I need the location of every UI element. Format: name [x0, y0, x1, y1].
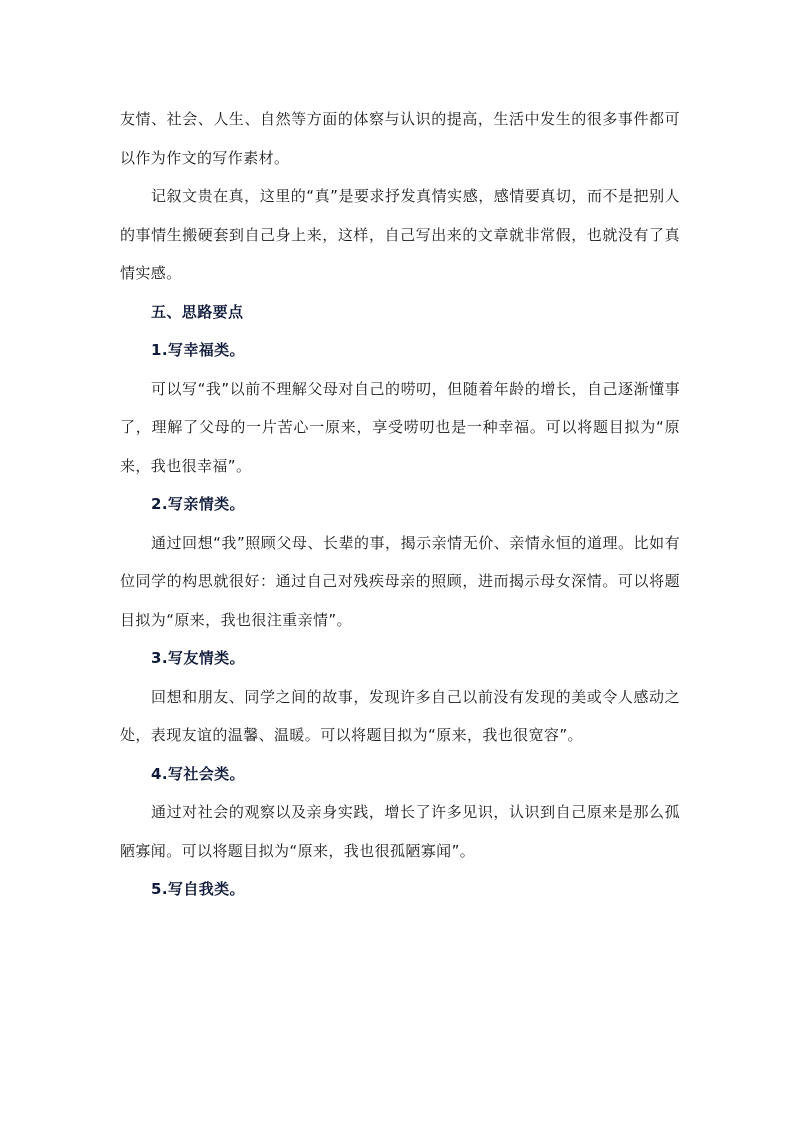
- subheading-society: 4.写社会类。: [151, 764, 245, 783]
- paragraph-family: 通过回想“我”照顾父母、长辈的事，揭示亲情无价、亲情永恒的道理。比如有位同学的构思就很好：通过自己对残疾母亲的照顾，进而揭示母女深情。可以将题目拟为“原来，我也很注重亲情”。: [120, 533, 680, 629]
- subheading-happiness: 1.写幸福类。: [151, 341, 245, 359]
- subheading-self: 5.写自我类。: [151, 880, 245, 898]
- paragraph-continued: 友情、社会、人生、自然等方面的体察与认识的提高，生活中发生的很多事件都可以作为作文的写作素材。: [120, 110, 680, 167]
- paragraph-society: 通过对社会的观察以及亲身实践，增长了许多见识，认识到自己原来是那么孤陋寡闻。可以将题目拟为“原来，我也很孤陋寡闻”。: [120, 803, 680, 860]
- subheading-friendship: 3.写友情类。: [151, 649, 245, 667]
- subheading-family: 2.写亲情类。: [151, 495, 245, 513]
- paragraph-happiness: 可以写“我”以前不理解父母对自己的唠叨，但随着年龄的增长，自己逐渐懂事了，理解了父母的一片苦心一原来，享受唠叨也是一种幸福。可以将题目拟为“原来，我也很幸福”。: [120, 379, 680, 475]
- paragraph-friendship: 回想和朋友、同学之间的故事，发现许多自己以前没有发现的美或令人感动之处，表现友谊的温馨、温暖。可以将题目拟为“原来，我也很宽容”。: [120, 687, 680, 744]
- section-heading: 五、思路要点: [151, 302, 244, 321]
- document-body: [120, 100, 680, 909]
- paragraph-narrative-truth: 记叙文贵在真，这里的“真”是要求抒发真情实感，感情要真切，而不是把别人的事情生搬硬套到自己身上来，这样，自己写出来的文章就非常假，也就没有了真情实感。: [120, 187, 680, 282]
